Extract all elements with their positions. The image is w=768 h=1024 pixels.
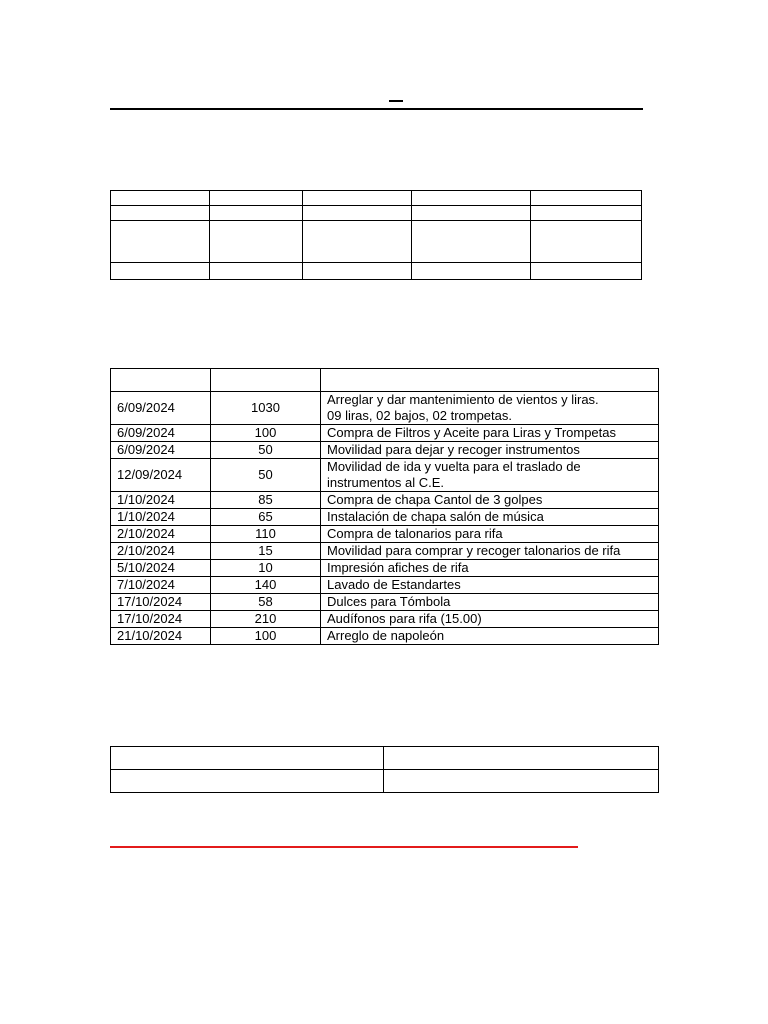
table-row bbox=[111, 191, 642, 206]
date-cell: 21/10/2024 bbox=[111, 628, 211, 645]
red-rule bbox=[110, 846, 578, 848]
description-cell: Instalación de chapa salón de música bbox=[321, 509, 659, 526]
table-header-row bbox=[111, 369, 659, 392]
table-row bbox=[111, 263, 642, 280]
date-cell: 6/09/2024 bbox=[111, 425, 211, 442]
date-cell: 17/10/2024 bbox=[111, 611, 211, 628]
date-cell: 2/10/2024 bbox=[111, 526, 211, 543]
description-cell: Dulces para Tómbola bbox=[321, 594, 659, 611]
table-row bbox=[111, 509, 659, 526]
info-table bbox=[110, 190, 642, 280]
amount-cell: 50 bbox=[211, 442, 321, 459]
amount-cell: 140 bbox=[211, 577, 321, 594]
expenses-table bbox=[110, 368, 659, 645]
date-cell: 1/10/2024 bbox=[111, 492, 211, 509]
date-cell: 6/09/2024 bbox=[111, 442, 211, 459]
table-row bbox=[111, 442, 659, 459]
amount-cell: 100 bbox=[211, 628, 321, 645]
date-cell: 5/10/2024 bbox=[111, 560, 211, 577]
description-cell: Movilidad para dejar y recoger instrumentos bbox=[321, 442, 659, 459]
table-row bbox=[111, 492, 659, 509]
amount-cell: 100 bbox=[211, 425, 321, 442]
summary-table bbox=[110, 746, 659, 793]
table-row bbox=[111, 526, 659, 543]
table-row bbox=[111, 425, 659, 442]
table-row bbox=[111, 459, 659, 492]
description-cell: Compra de Filtros y Aceite para Liras y Trompetas bbox=[321, 425, 659, 442]
amount-cell: 1030 bbox=[211, 392, 321, 425]
description-cell: Impresión afiches de rifa bbox=[321, 560, 659, 577]
description-cell: Movilidad de ida y vuelta para el traslado de instrumentos al C.E. bbox=[321, 459, 659, 492]
table-row bbox=[111, 577, 659, 594]
title-mark bbox=[389, 100, 403, 102]
amount-cell: 10 bbox=[211, 560, 321, 577]
description-cell: Audífonos para rifa (15.00) bbox=[321, 611, 659, 628]
table-row bbox=[111, 221, 642, 263]
description-cell: Lavado de Estandartes bbox=[321, 577, 659, 594]
date-cell: 12/09/2024 bbox=[111, 459, 211, 492]
date-cell: 17/10/2024 bbox=[111, 594, 211, 611]
top-rule bbox=[110, 108, 643, 110]
table-row bbox=[111, 560, 659, 577]
table-row bbox=[111, 543, 659, 560]
amount-cell: 110 bbox=[211, 526, 321, 543]
amount-cell: 65 bbox=[211, 509, 321, 526]
description-cell: Compra de chapa Cantol de 3 golpes bbox=[321, 492, 659, 509]
amount-cell: 210 bbox=[211, 611, 321, 628]
table-row bbox=[111, 770, 659, 793]
table-row bbox=[111, 206, 642, 221]
description-cell: Arreglar y dar mantenimiento de vientos y liras. 09 liras, 02 bajos, 02 trompetas. bbox=[321, 392, 659, 425]
date-cell: 1/10/2024 bbox=[111, 509, 211, 526]
amount-cell: 85 bbox=[211, 492, 321, 509]
table-row bbox=[111, 594, 659, 611]
table-row bbox=[111, 747, 659, 770]
table-row bbox=[111, 628, 659, 645]
table-row bbox=[111, 392, 659, 425]
amount-cell: 15 bbox=[211, 543, 321, 560]
date-cell: 6/09/2024 bbox=[111, 392, 211, 425]
date-cell: 7/10/2024 bbox=[111, 577, 211, 594]
amount-cell: 50 bbox=[211, 459, 321, 492]
amount-cell: 58 bbox=[211, 594, 321, 611]
date-cell: 2/10/2024 bbox=[111, 543, 211, 560]
table-row bbox=[111, 611, 659, 628]
description-cell: Arreglo de napoleón bbox=[321, 628, 659, 645]
description-cell: Movilidad para comprar y recoger talonarios de rifa bbox=[321, 543, 659, 560]
description-cell: Compra de talonarios para rifa bbox=[321, 526, 659, 543]
